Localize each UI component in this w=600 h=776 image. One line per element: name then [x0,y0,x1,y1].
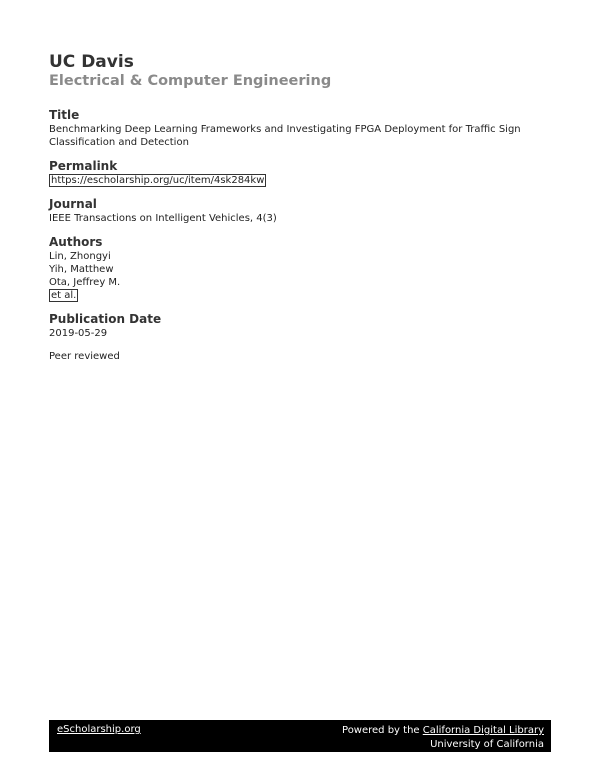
author-name: Yih, Matthew [49,264,114,275]
permalink-section [49,159,549,187]
journal-name: IEEE Transactions on Intelligent Vehicles, 4(3) [49,213,277,224]
document-cover [49,52,549,373]
escholarship-link[interactable]: eScholarship.org [57,724,141,735]
authors-label: Authors [49,235,103,249]
title-section [49,108,549,149]
footer-bar [49,720,551,752]
cdl-link[interactable]: California Digital Library [422,725,544,736]
author-name: Ota, Jeffrey M. [49,277,121,288]
publication-date-section [49,312,549,340]
publication-date-value: 2019-05-29 [49,328,108,339]
journal-label: Journal [49,197,97,211]
et-al-link[interactable]: et al. [51,290,77,301]
title-label: Title [49,108,80,122]
department-name: Electrical & Computer Engineering [49,73,332,89]
campus-name: UC Davis [49,52,134,72]
peer-review-status: Peer reviewed [49,351,120,362]
powered-by-text: Powered by the [342,725,423,736]
permalink-link[interactable]: https://escholarship.org/uc/item/4sk284kw [51,175,265,186]
footer-credits [342,724,544,752]
permalink-label: Permalink [49,159,118,173]
authors-section [49,235,549,302]
journal-section [49,197,549,225]
article-title: Benchmarking Deep Learning Frameworks and Investigating FPGA Deployment for Traffic Sign Classification and Detection [49,124,521,148]
university-name: University of California [430,739,544,750]
publication-date-label: Publication Date [49,312,162,326]
author-name: Lin, Zhongyi [49,251,111,262]
